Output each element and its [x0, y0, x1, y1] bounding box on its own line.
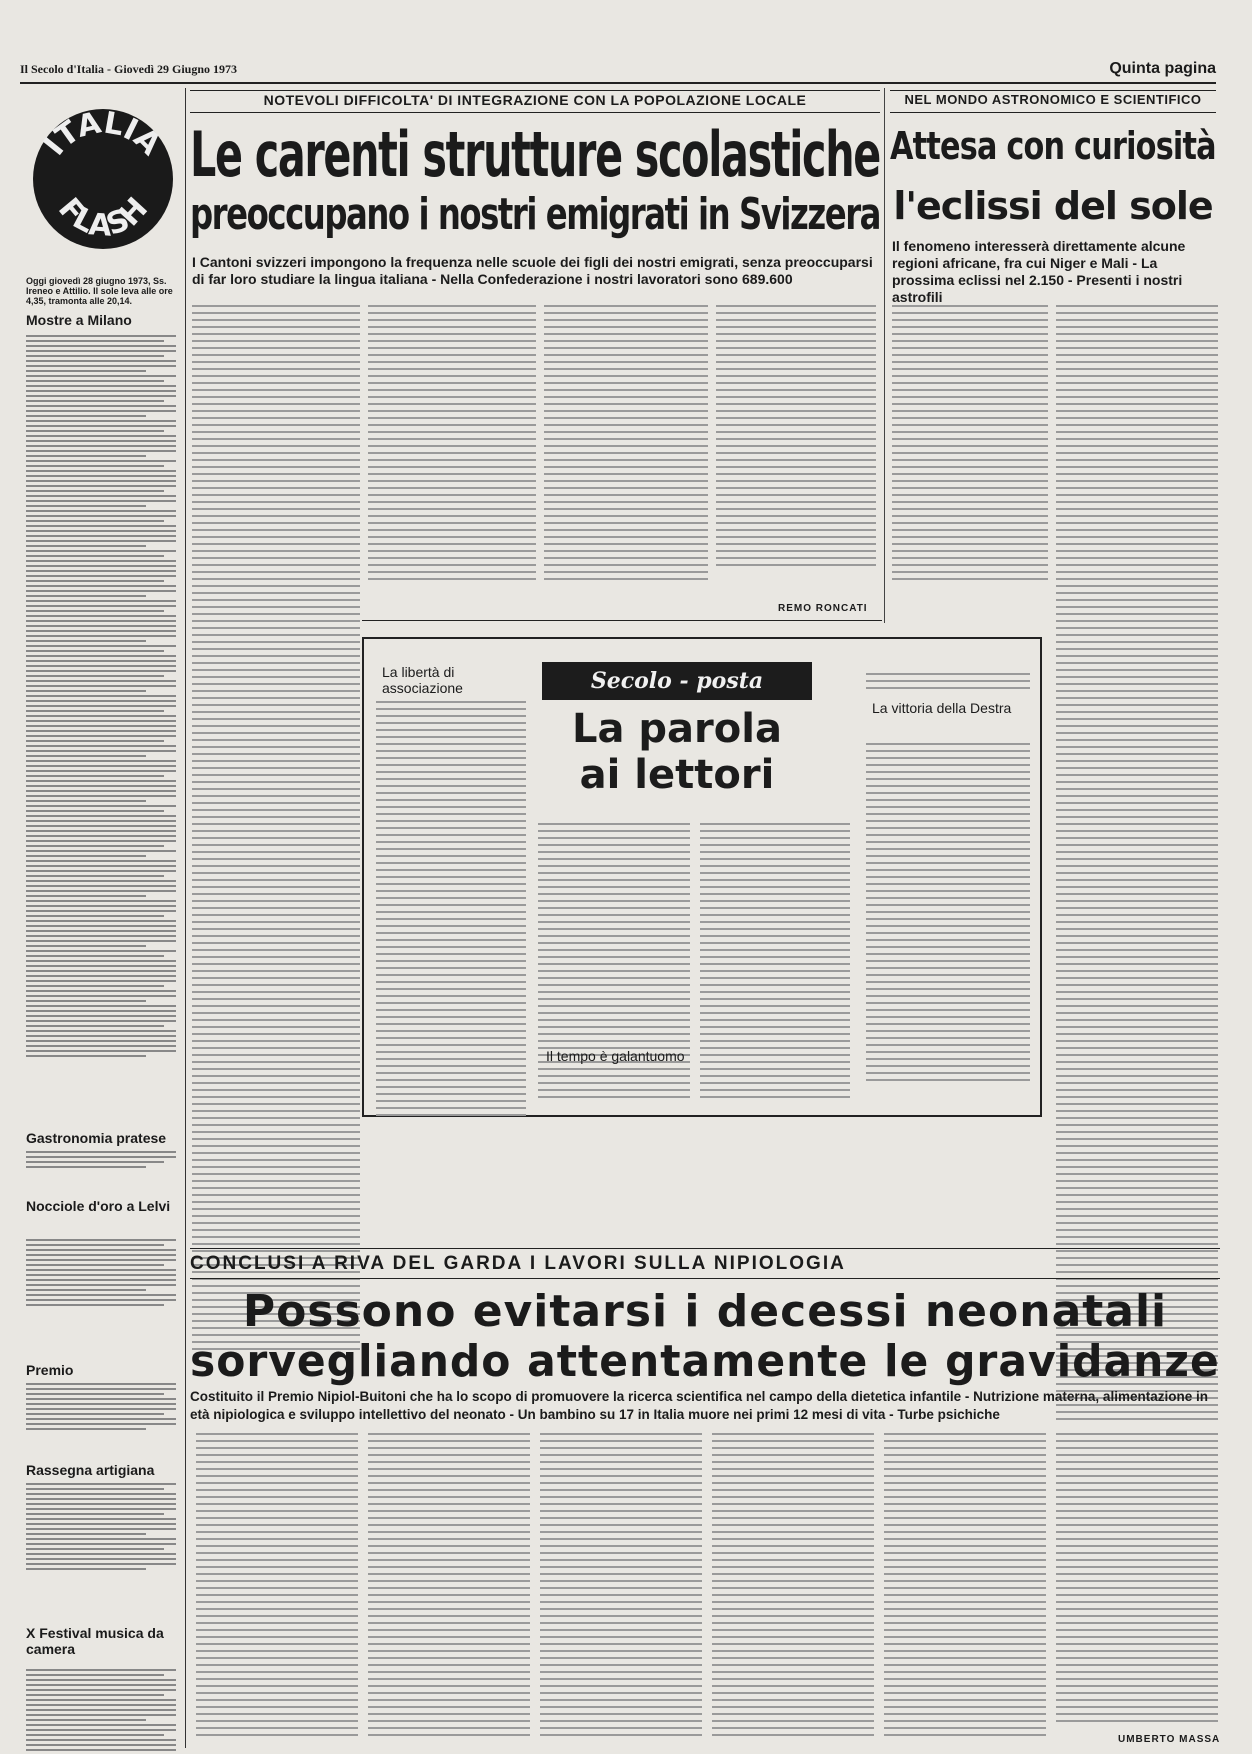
right-kicker-rule-top [890, 90, 1216, 91]
main-text-col-3 [544, 300, 708, 580]
main-text-col-1 [192, 300, 360, 1350]
bottom-col-4 [712, 1428, 874, 1736]
posta-col-3 [700, 818, 850, 1098]
right-deck: Il fenomeno interesserà direttamente alcune regioni africane, fra cui Niger e Mali - La prossima eclissi nel 2.150 - Presenti i nostri astrofili [892, 238, 1186, 305]
bottom-col-6 [1056, 1428, 1218, 1722]
section-festival-body [26, 1666, 176, 1754]
section-nocciole-body [26, 1236, 176, 1309]
section-nocciole: Nocciole d'oro a Lelvi [26, 1198, 171, 1214]
bottom-headline-1: Possono evitarsi i decessi neonatali [242, 1286, 1168, 1337]
main-signature: REMO RONCATI [778, 603, 868, 614]
column-divider [185, 88, 186, 1748]
bottom-kicker-rule-bottom [190, 1278, 1220, 1279]
kicker-rule-top [190, 90, 880, 91]
secolo-posta-label: Secolo - posta [542, 662, 812, 700]
bottom-kicker-rule-top [190, 1248, 1220, 1249]
right-text-col-2 [1056, 300, 1218, 1420]
posta-title-2: ai lettori [579, 752, 775, 798]
svg-text:FLASH: FLASH [51, 190, 155, 244]
letter-title-vittoria: La vittoria della Destra [872, 700, 1012, 716]
main-headline-2: preoccupano i nostri emigrati in Svizzera [190, 189, 881, 240]
section-mostre-body [26, 332, 176, 1060]
main-text-col-4 [716, 300, 876, 566]
bottom-col-5 [884, 1428, 1046, 1736]
left-column [22, 88, 180, 1748]
page-number-label: Quinta pagina [1109, 60, 1216, 77]
main-text-col-2 [368, 300, 536, 580]
section-rassegna-body [26, 1480, 176, 1573]
left-lead-text: Oggi giovedì 28 giugno 1973, Ss. Ireneo e Attilio. Il sole leva alle ore 4,35, tramonta alle 20,14. [26, 276, 173, 306]
posta-title-1: La parola [572, 706, 782, 752]
posta-col-1 [376, 696, 526, 1116]
bottom-signature: UMBERTO MASSA [1118, 1734, 1221, 1745]
right-kicker: NEL MONDO ASTRONOMICO E SCIENTIFICO [904, 92, 1202, 107]
main-deck: I Cantoni svizzeri impongono la frequenza nelle scuole dei figli dei nostri emigrati, senza preoccuparsi di far loro studiare la lingua italiana - Nella Confederazione i nostri lavoratori sono 689.600 [192, 254, 873, 287]
kicker-rule-bottom [190, 112, 880, 113]
posta-col-4 [866, 668, 1030, 689]
posta-col-4b [866, 738, 1030, 1081]
section-rassegna: Rassegna artigiana [26, 1462, 155, 1478]
letter-title-liberta: La libertà di associazione [382, 664, 463, 696]
section-premio: Premio [26, 1362, 74, 1378]
section-premio-body [26, 1380, 176, 1433]
italia-flash-logo [30, 106, 176, 252]
right-headline-2: l'eclissi del sole [893, 184, 1213, 228]
bottom-col-2 [368, 1428, 530, 1736]
right-kicker-rule-bottom [890, 112, 1216, 113]
header-rule [20, 82, 1216, 84]
section-gastronomia: Gastronomia pratese [26, 1130, 167, 1146]
section-festival: X Festival musica da camera [26, 1625, 164, 1657]
masthead-date: Il Secolo d'Italia - Giovedì 29 Giugno 1973 [20, 62, 238, 76]
section-gastronomia-body [26, 1148, 176, 1171]
bottom-kicker: CONCLUSI A RIVA DEL GARDA I LAVORI SULLA NIPIOLOGIA [190, 1253, 846, 1274]
letter-title-tempo: Il tempo è galantuomo [546, 1048, 685, 1064]
column-divider-main-right [884, 88, 885, 623]
main-headline-1: Le carenti strutture scolastiche [190, 118, 880, 191]
right-text-col-1 [892, 300, 1048, 580]
running-header [20, 60, 1216, 80]
svg-text:ITALIA: ITALIA [37, 106, 168, 163]
bottom-deck: Costituito il Premio Nipiol-Buitoni che ha lo scopo di promuovere la ricerca scientifica nel campo della dietetica infantile - Nutrizione materna, alimentazione in età nipiologica e sviluppo intellettivo del neonato - Un bambino su 17 in Italia muore nei primi 12 mesi di vita - Turbe psichiche [190, 1389, 1208, 1422]
main-story-end-rule [362, 620, 882, 621]
italia-flash-logo-graphic [30, 106, 176, 252]
main-kicker: NOTEVOLI DIFFICOLTA' DI INTEGRAZIONE CON LA POPOLAZIONE LOCALE [263, 92, 807, 108]
bottom-headline-2: sorvegliando attentamente le gravidanze [190, 1336, 1220, 1387]
bottom-col-3 [540, 1428, 702, 1736]
bottom-col-1 [196, 1428, 358, 1736]
right-headline-1: Attesa con curiosità [890, 124, 1216, 168]
section-mostre-milano: Mostre a Milano [26, 312, 132, 328]
